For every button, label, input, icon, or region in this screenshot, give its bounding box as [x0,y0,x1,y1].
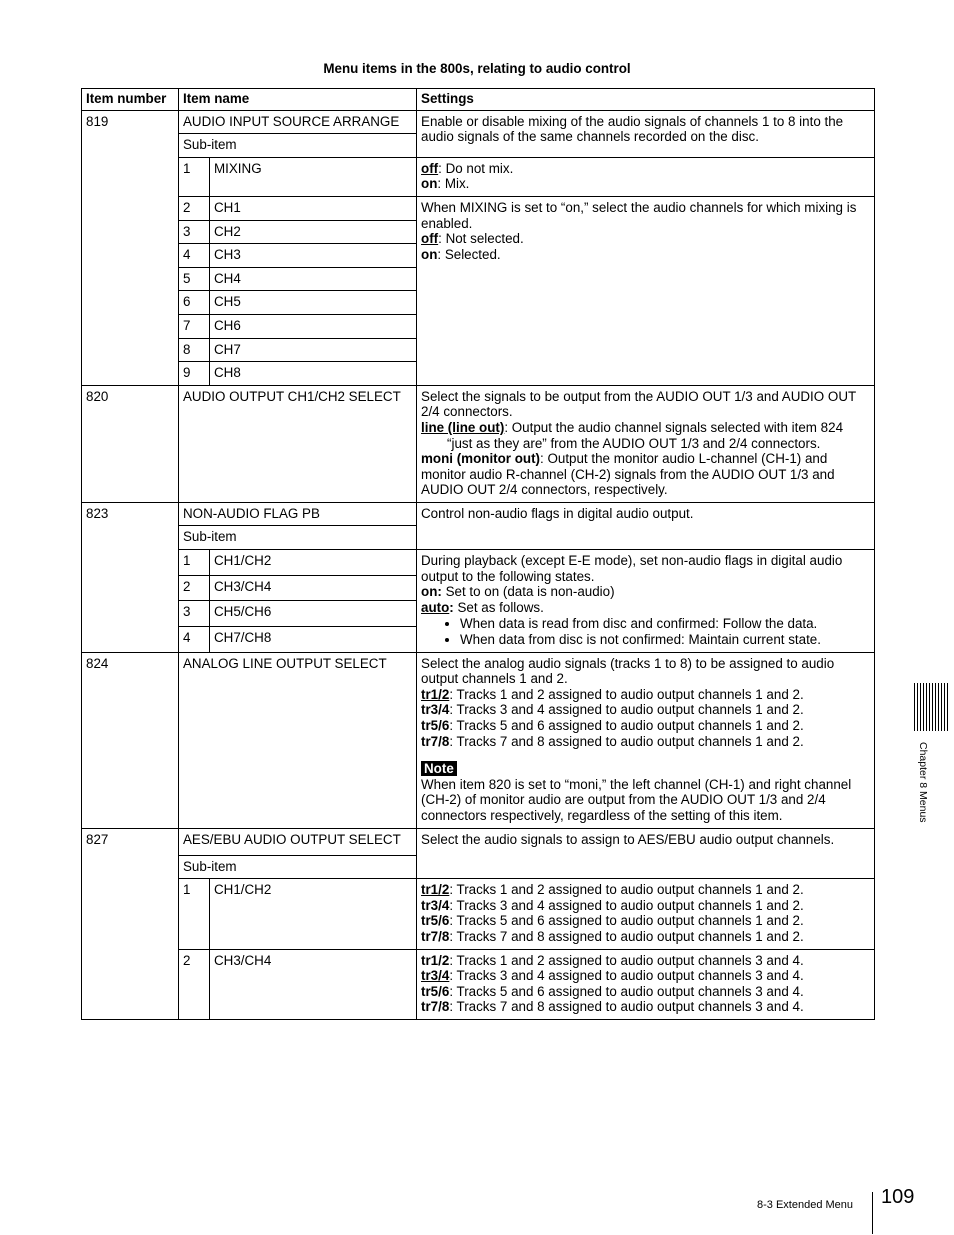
item-number: 827 [82,828,179,1019]
table-row [82,502,875,526]
sub-item-name: CH8 [210,362,417,386]
item-number: 824 [82,652,179,828]
item-number: 820 [82,385,179,502]
setting-key: moni (monitor out) [421,451,541,467]
note-badge: Note [421,761,457,776]
footer-section: 8-3 Extended Menu [757,1199,854,1211]
setting-text: : Selected. [437,246,501,262]
setting-text: : Tracks 5 and 6 assigned to audio output channels 1 and 2. [449,718,804,733]
setting-key: tr3/4 [421,897,450,913]
sub-item-name: CH3/CH4 [210,949,417,1019]
sub-item-number: 1 [179,550,210,576]
sub-item-name: CH7/CH8 [210,626,417,652]
table-row [82,110,875,134]
setting-key: off [421,160,439,176]
setting-key: tr7/8 [421,999,450,1015]
setting-text: : Tracks 5 and 6 assigned to audio output channels 1 and 2. [449,913,804,929]
setting-text: When MIXING is set to “on,” select the audio channels for which mixing is enabled. [421,199,857,231]
sub-item-name: CH2 [210,220,417,244]
table-row [82,879,875,949]
list-item: • When data is read from disc and confirmed: Follow the data. [460,616,870,632]
setting-key: on: [421,584,442,600]
sub-item-number: 4 [179,244,210,268]
table-row [82,157,875,196]
sub-item-number: 2 [179,949,210,1019]
table-row [82,828,875,855]
sub-item-settings [417,879,875,949]
setting-key: tr5/6 [421,913,450,929]
setting-text: : Tracks 5 and 6 assigned to audio output channels 3 and 4. [449,983,804,999]
bullet-list [421,616,870,647]
sub-item-number: 8 [179,338,210,362]
setting-key: tr5/6 [421,718,450,733]
setting-text: : Output the audio channel signals selected with item 824 [504,419,844,435]
chapter-side-label: Chapter 8 Menus [917,742,929,823]
setting-key: on [421,246,438,262]
sub-item-name: CH1 [210,196,417,220]
sub-item-number: 3 [179,601,210,627]
header-settings: Settings [417,89,875,111]
setting-text: : Tracks 1 and 2 assigned to audio output channels 1 and 2. [449,882,804,898]
setting-colon: : [449,599,454,615]
setting-key: tr1/2 [421,686,450,702]
item-settings [417,385,875,502]
sub-item-settings [417,196,875,385]
sub-item-settings [417,550,875,653]
setting-text: “just as they are” from the AUDIO OUT 1/3 and 2/4 connectors. [447,435,821,451]
list-item: • When data from disc is not confirmed: Maintain current state. [460,632,870,648]
sub-item-name: CH3 [210,244,417,268]
sub-item-number: 4 [179,626,210,652]
sub-item-number: 6 [179,291,210,315]
sub-item-settings [417,949,875,1019]
sub-item-name: MIXING [210,157,417,196]
sub-item-label: Sub-item [179,526,417,550]
sub-item-name: CH3/CH4 [210,575,417,601]
item-settings: Enable or disable mixing of the audio signals of channels 1 to 8 into the audio signals of the same channels recorded on the disc. [417,110,875,157]
sub-item-number: 7 [179,314,210,338]
item-name: AES/EBU AUDIO OUTPUT SELECT [179,828,417,855]
table-row [82,385,875,502]
table-caption: Menu items in the 800s, relating to audio control [323,61,631,76]
sub-item-name: CH5/CH6 [210,601,417,627]
setting-text: During playback (except E-E mode), set non-audio flags in digital audio output to the following states. [421,553,843,584]
setting-text: : Mix. [437,176,470,192]
item-number: 823 [82,502,179,652]
setting-text: : Tracks 7 and 8 assigned to audio output channels 1 and 2. [449,928,804,944]
sub-item-name: CH1/CH2 [210,550,417,576]
setting-key: tr5/6 [421,983,450,999]
setting-text: : Tracks 7 and 8 assigned to audio output channels 1 and 2. [449,733,804,749]
setting-text: : Tracks 3 and 4 assigned to audio output channels 1 and 2. [449,897,804,913]
setting-key: tr1/2 [421,952,450,968]
setting-key: tr3/4 [421,702,450,718]
setting-text: : Tracks 1 and 2 assigned to audio output channels 3 and 4. [449,952,804,968]
sub-item-label: Sub-item [179,855,417,879]
header-row [82,89,875,111]
sub-item-name: CH5 [210,291,417,315]
item-name: AUDIO INPUT SOURCE ARRANGE [179,110,417,134]
setting-key: tr7/8 [421,733,450,749]
item-settings: Select the audio signals to assign to AES/EBU audio output channels. [417,828,875,879]
footer-divider [872,1192,873,1234]
setting-text: Select the analog audio signals (tracks 1 to 8) to be assigned to audio output channels 1 and 2. [421,655,835,687]
page-number: 109 [881,1186,915,1208]
setting-text: Set to on (data is non-audio) [441,584,615,600]
setting-key: tr1/2 [421,882,450,898]
header-item-name: Item name [179,89,417,111]
item-settings [417,652,875,828]
item-number: 819 [82,110,179,385]
setting-text: : Tracks 3 and 4 assigned to audio output channels 1 and 2. [449,702,804,718]
setting-text: Select the signals to be output from the AUDIO OUT 1/3 and AUDIO OUT 2/4 connectors. [421,388,856,420]
setting-text: Set as follows. [453,599,544,615]
header-item-number: Item number [82,89,179,111]
setting-key: line (line out) [421,419,505,435]
setting-text: : Tracks 3 and 4 assigned to audio output channels 3 and 4. [449,968,804,984]
sub-item-number: 9 [179,362,210,386]
sub-item-number: 2 [179,575,210,601]
setting-text: : Not selected. [438,231,524,247]
setting-key: auto [421,599,450,615]
audio-menu-table [81,88,875,1020]
sub-item-name: CH7 [210,338,417,362]
sub-item-number: 3 [179,220,210,244]
table-row [82,652,875,828]
table-row [82,196,875,220]
setting-text: : Tracks 1 and 2 assigned to audio output channels 1 and 2. [449,686,804,702]
item-name: NON-AUDIO FLAG PB [179,502,417,526]
item-settings: Control non-audio flags in digital audio output. [417,502,875,549]
setting-key: tr7/8 [421,928,450,944]
chapter-tab-marks [914,683,950,731]
sub-item-settings [417,157,875,196]
item-name: AUDIO OUTPUT CH1/CH2 SELECT [179,385,417,502]
setting-text: : Do not mix. [438,160,514,176]
sub-item-name: CH4 [210,267,417,291]
note-text: When item 820 is set to “moni,” the left channel (CH-1) and right channel (CH-2) of monitor audio are output from the AUDIO OUT 1/3 and 2/4 connectors respectively, regardless of the setting of this item. [421,776,852,823]
setting-key: tr3/4 [421,968,450,984]
sub-item-number: 1 [179,879,210,949]
setting-text: : Tracks 7 and 8 assigned to audio output channels 3 and 4. [449,999,804,1015]
sub-item-number: 5 [179,267,210,291]
setting-key: off [421,231,439,247]
setting-key: on [421,176,438,192]
sub-item-number: 2 [179,196,210,220]
table-row [82,949,875,1019]
setting-text: : Output the monitor audio L-channel (CH-1) and monitor audio R-channel (CH-2) signals from the AUDIO OUT 1/3 and AUDIO OUT 2/4 connectors, respectively. [421,451,835,498]
table-row [82,550,875,576]
sub-item-number: 1 [179,157,210,196]
sub-item-label: Sub-item [179,134,417,158]
sub-item-name: CH6 [210,314,417,338]
item-name: ANALOG LINE OUTPUT SELECT [179,652,417,828]
sub-item-name: CH1/CH2 [210,879,417,949]
